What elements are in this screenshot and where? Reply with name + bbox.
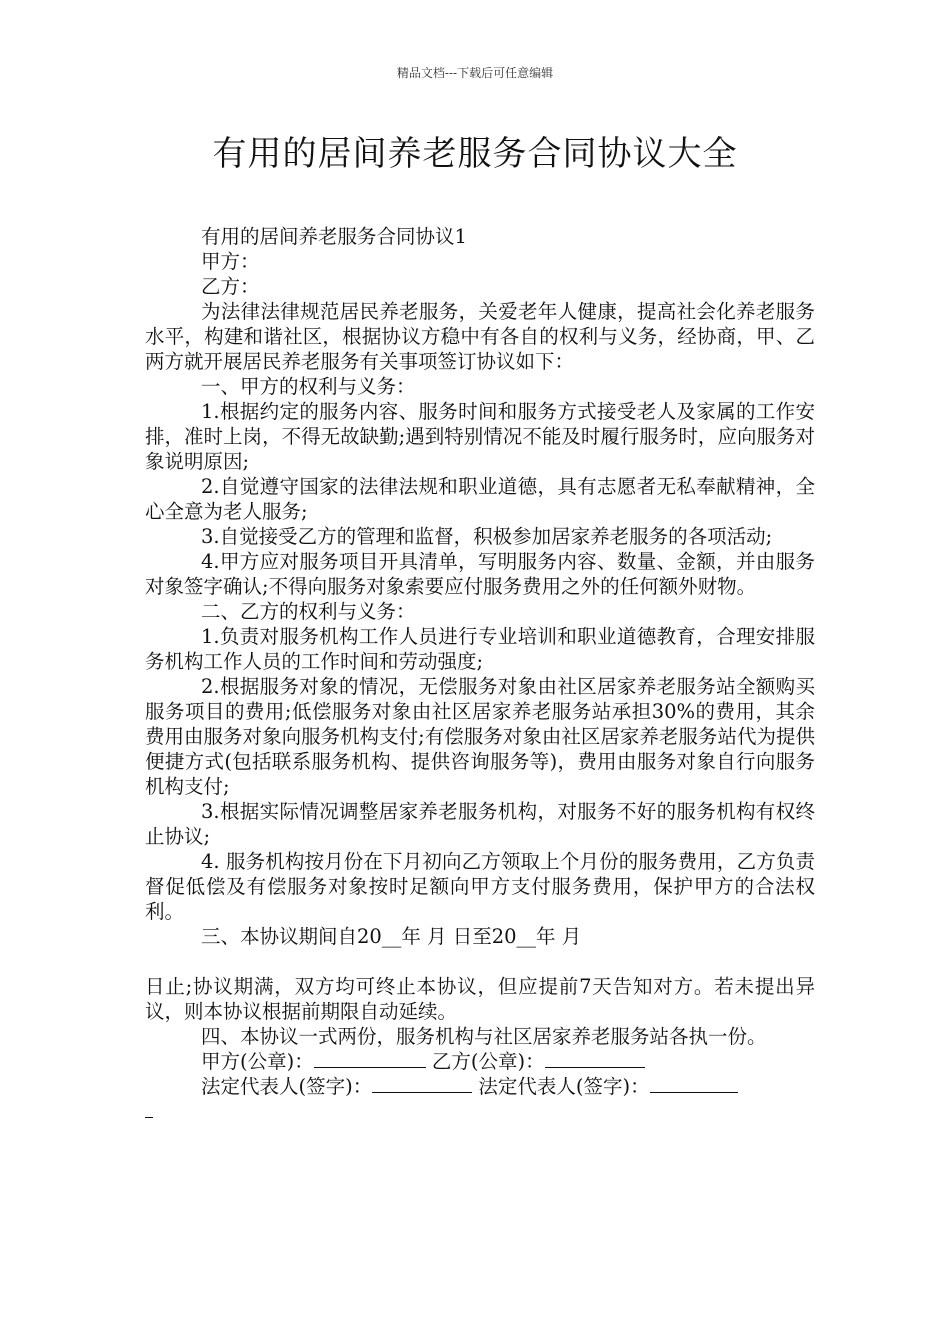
document-body xyxy=(145,224,815,1124)
section-1-item-4: 4.甲方应对服务项目开具清单，写明服务内容、数量、金额，并由服务对象签字确认;不得向服务对象索要应付服务费用之外的任何额外财物。 xyxy=(145,550,815,598)
party-a-seal-label: 甲方(公章)： xyxy=(201,1050,314,1073)
header-note: 精品文档---下载后可任意编辑 xyxy=(396,66,554,80)
section-1-item-2: 2.自觉遵守国家的法律法规和职业道德，具有志愿者无私奉献精神，全心全意为老人服务; xyxy=(145,475,815,523)
party-b-representative-blank-continued xyxy=(145,1099,153,1118)
section-4-paragraph: 四、本协议一式两份，服务机构与社区居家养老服务站各执一份。 xyxy=(201,1025,767,1048)
document-title: 有用的居间养老服务合同协议大全 xyxy=(212,134,738,174)
section-1-heading: 一、甲方的权利与义务： xyxy=(201,375,416,398)
blank-spacer xyxy=(145,949,815,974)
section-1-item-3: 3.自觉接受乙方的管理和监督，积极参加居家养老服务的各项活动; xyxy=(201,525,773,548)
party-a-representative-label: 法定代表人(签字)： xyxy=(201,1075,373,1098)
section-2-item-1: 1.负责对服务机构工作人员进行专业培训和职业道德教育，合理安排服务机构工作人员的工作时间和劳动强度; xyxy=(145,625,815,673)
section-2-item-4: 4. 服务机构按月份在下月初向乙方领取上个月份的服务费用，乙方负责督促低偿及有偿服务对象按时足额向甲方支付服务费用，保护甲方的合法权利。 xyxy=(145,850,815,923)
section-1-item-1: 1.根据约定的服务内容、服务时间和服务方式接受老人及家属的工作安排，准时上岗，不得无故缺勤;遇到特别情况不能及时履行服务时，应向服务对象说明原因; xyxy=(145,400,815,473)
section-2-item-2: 2.根据服务对象的情况，无偿服务对象由社区居家养老服务站全额购买服务项目的费用;低偿服务对象由社区居家养老服务站承担30%的费用，其余费用由服务对象向服务机构支付;有偿服务对象由社区居家养老服务站代为提供便捷方式(包括联系服务机构、提供咨询服务等)，费用由服务对象自行向服务机构支付; xyxy=(145,675,815,798)
party-b-seal-label: 乙方(公章)： xyxy=(431,1050,545,1073)
party-b-line: 乙方： xyxy=(201,275,260,298)
party-a-seal-blank xyxy=(314,1049,426,1068)
signature-tail-row xyxy=(145,1099,815,1124)
representative-signature-row xyxy=(145,1074,815,1099)
seal-signature-row xyxy=(145,1049,815,1074)
party-a-line: 甲方： xyxy=(201,250,260,273)
agreement-subtitle: 有用的居间养老服务合同协议1 xyxy=(201,225,467,248)
preamble-paragraph: 为法律法律规范居民养老服务，关爱老年人健康，提高社会化养老服务水平，构建和谐社区，根据协议方稳中有各自的权利与义务，经协商，甲、乙两方就开展居民养老服务有关事项签订协议如下： xyxy=(145,300,815,373)
section-3-continuation: 日止;协议期满，双方均可终止本协议，但应提前7天告知对方。若未提出异议，则本协议根据前期限自动延续。 xyxy=(145,975,815,1023)
party-b-representative-label: 法定代表人(签字)： xyxy=(478,1075,650,1098)
party-b-representative-blank xyxy=(650,1074,738,1093)
party-b-seal-blank xyxy=(545,1049,645,1068)
section-2-item-3: 3.根据实际情况调整居家养老服务机构，对服务不好的服务机构有权终止协议; xyxy=(145,800,815,848)
section-2-heading: 二、乙方的权利与义务： xyxy=(201,600,416,623)
section-3-term-line: 三、本协议期间自20__年 月 日至20__年 月 xyxy=(201,925,582,948)
party-a-representative-blank xyxy=(372,1074,472,1093)
